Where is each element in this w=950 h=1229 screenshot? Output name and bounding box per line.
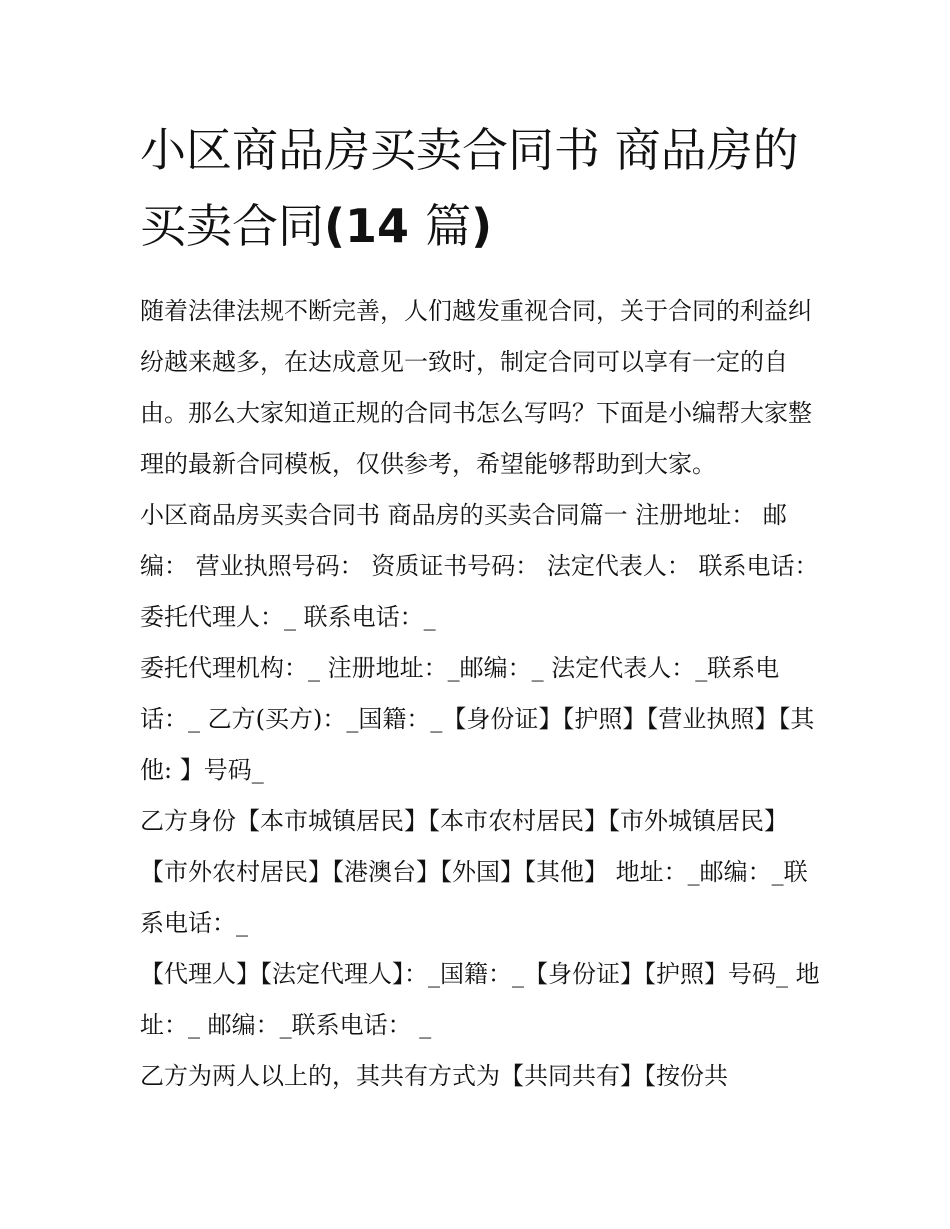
document-title <box>140 112 820 264</box>
intro-paragraph: 随着法律法规不断完善，人们越发重视合同，关于合同的利益纠纷越来越多，在达成意见一致时，制定合同可以享有一定的自由。那么大家知道正规的合同书怎么写吗？下面是小编帮大家整理的最新合同模板，仅供参考，希望能够帮助到大家。 <box>140 297 812 478</box>
contract-paragraph-agency: 委托代理机构：_ 注册地址：_邮编：_ 法定代表人：_联系电话：_ 乙方(买方)：_国籍：_【身份证】【护照】【营业执照】【其他: 】号码_ <box>140 654 815 784</box>
contract-paragraph-co-ownership: 乙方为两人以上的，其共有方式为【共同共有】【按份共 <box>140 1062 728 1090</box>
title-count: (14 <box>324 199 426 253</box>
contract-paragraph-buyer-identity: 乙方身份【本市城镇居民】【本市农村居民】【市外城镇居民】【市外农村居民】【港澳台】【外国】【其他】 地址：_邮编：_联系电话：_ <box>140 807 808 937</box>
document-body <box>140 286 820 1102</box>
title-close-paren: ) <box>471 199 493 253</box>
contract-paragraph-seller: 小区商品房买卖合同书 商品房的买卖合同篇一 注册地址： 邮编： 营业执照号码： 资质证书号码： 法定代表人： 联系电话： 委托代理人：_ 联系电话：_ <box>140 501 819 631</box>
document-page <box>140 112 820 1102</box>
title-unit: 篇 <box>425 199 472 253</box>
title-text: 小区商品房买卖合同书 商品房的买卖合同 <box>140 123 799 253</box>
contract-paragraph-agent: 【代理人】【法定代理人】：_国籍：_【身份证】【护照】号码_ 地址：_ 邮编：_联系电话： _ <box>140 960 820 1039</box>
